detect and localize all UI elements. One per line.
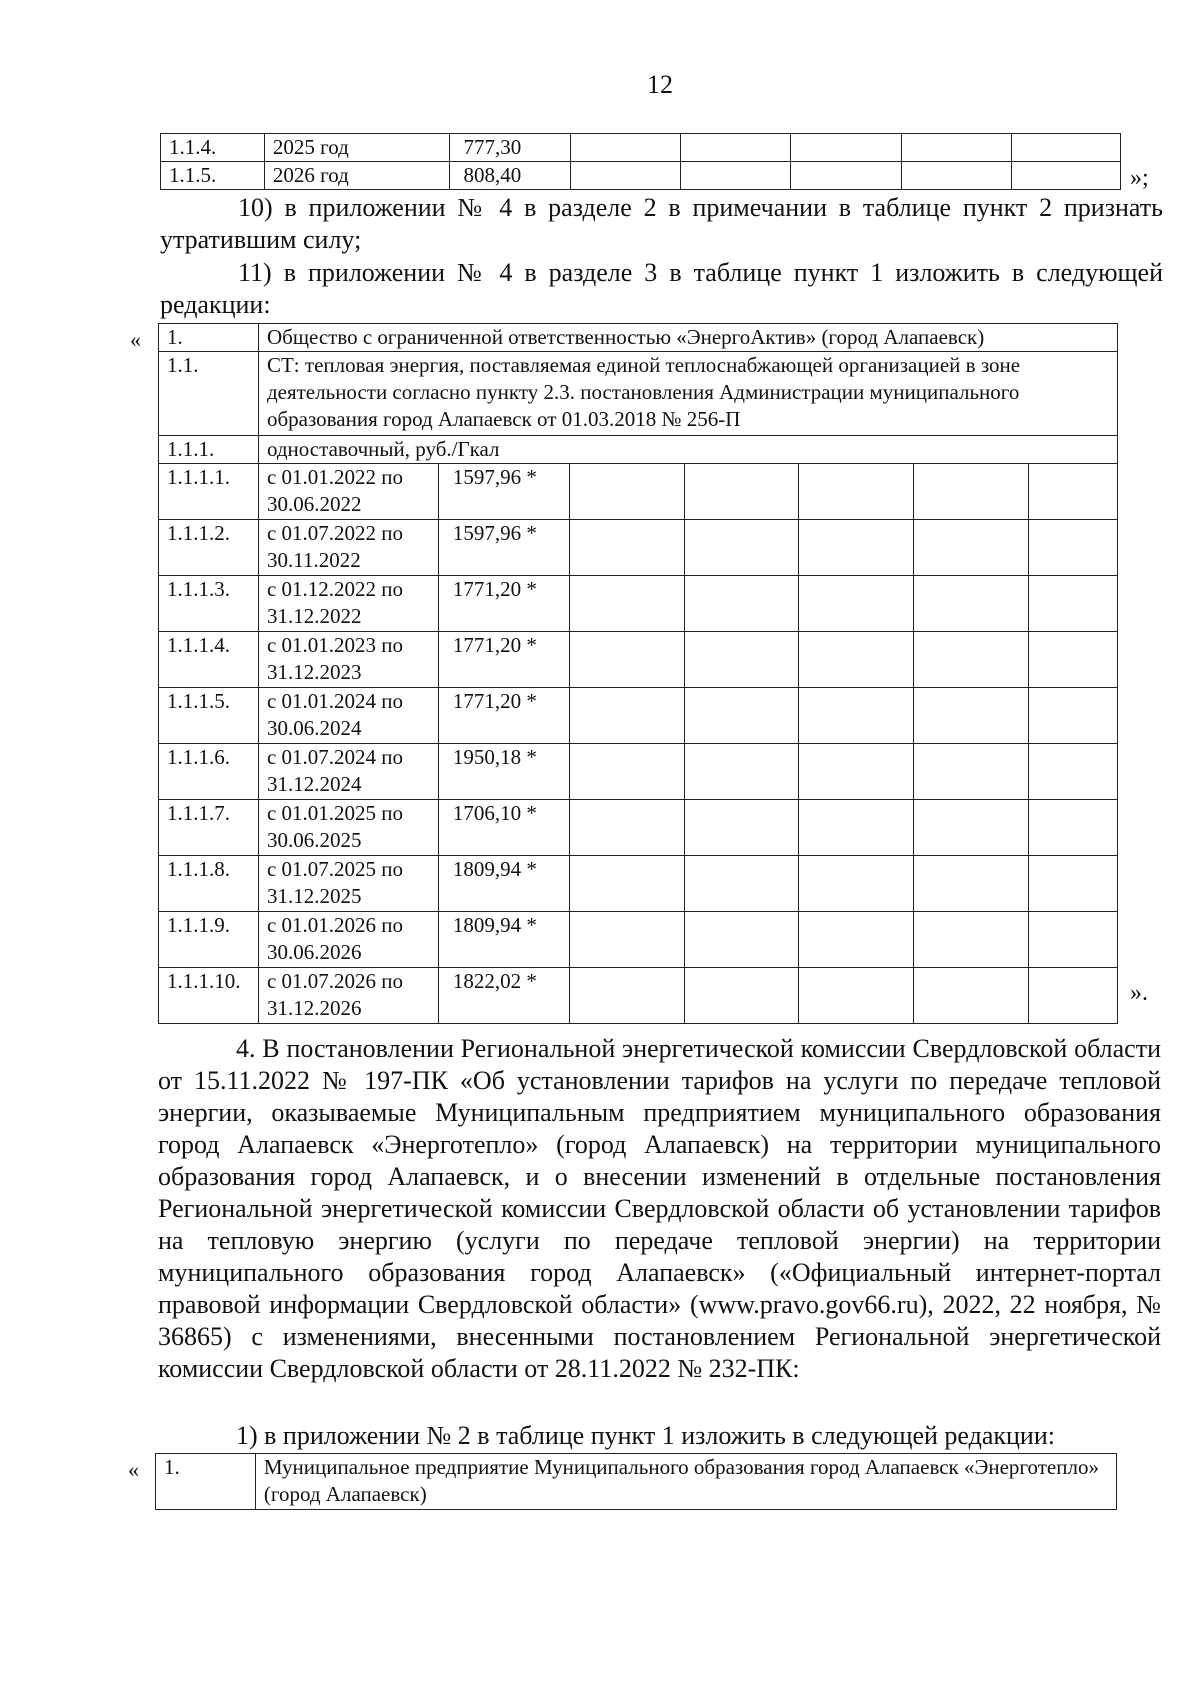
empty-cell — [684, 968, 799, 1024]
empty-cell — [914, 520, 1029, 576]
paragraph-section-4: 4. В постановлении Региональной энергетической комиссии Свердловской области от 15.11.2022 № 197-ПК «Об установлении тарифов на услуги по передаче тепловой энергии, оказываемые Муниципальным предприятием муниципального образования город Алапаевск «Энерготепло» (город Алапаевск) на территории муниципального образования город Алапаевск, и о внесении изменений в отдельные постановления Региональной энергетической комиссии Свердловской области об установлении тарифов на тепловую энергию (услуги по передаче тепловой энергии) на территории муниципального образования город Алапаевск» («Официальный интернет-портал правовой информации Свердловской области» (www.pravo.gov66.ru), 2022, 22 ноября, № 36865) с изменениями, внесенными постановлением Региональной энергетической комиссии Свердловской области от 28.11.2022 № 232-ПК: — [158, 1034, 1161, 1383]
row-value: 1771,20 * — [438, 688, 569, 744]
row-value: 1597,96 * — [438, 464, 569, 520]
row-number: 1.1.1.8. — [159, 856, 259, 912]
table-row — [161, 162, 1121, 190]
table-row-org — [159, 324, 1118, 352]
empty-cell — [799, 520, 914, 576]
table-row — [159, 632, 1118, 688]
empty-cell — [681, 162, 791, 190]
row-period: с 01.07.2024 по 31.12.2024 — [258, 744, 438, 800]
row-number: 1.1.1.5. — [159, 688, 259, 744]
empty-cell — [569, 464, 684, 520]
opening-quote-2: « — [128, 1457, 139, 1482]
empty-cell — [1029, 464, 1118, 520]
empty-cell — [1029, 744, 1118, 800]
rate-type: одноставочный, руб./Гкал — [258, 436, 1117, 464]
empty-cell — [681, 134, 791, 162]
row-value: 808,40 — [449, 162, 571, 190]
row-value: 1597,96 * — [438, 520, 569, 576]
row-period: с 01.01.2022 по 30.06.2022 — [258, 464, 438, 520]
table-row — [159, 464, 1118, 520]
table-row — [159, 856, 1118, 912]
row-value: 1771,20 * — [438, 632, 569, 688]
empty-cell — [569, 800, 684, 856]
opening-quote-1: « — [130, 327, 141, 352]
ct-description: СТ: тепловая энергия, поставляемая единой теплоснабжающей организацией в зоне деятельности согласно пункту 2.3. постановления Администрации муниципального образования город Алапаевск от 01.03.2018 № 256-П — [258, 352, 1117, 436]
empty-cell — [914, 744, 1029, 800]
table-row-rate — [159, 436, 1118, 464]
empty-cell — [684, 856, 799, 912]
empty-cell — [684, 576, 799, 632]
empty-cell — [684, 688, 799, 744]
table-row — [159, 744, 1118, 800]
empty-cell — [1029, 576, 1118, 632]
empty-cell — [684, 464, 799, 520]
row-period: с 01.01.2026 по 30.06.2026 — [258, 912, 438, 968]
empty-cell — [914, 912, 1029, 968]
table-row — [156, 1454, 1117, 1510]
empty-cell — [791, 134, 901, 162]
row-value: 1822,02 * — [438, 968, 569, 1024]
empty-cell — [684, 520, 799, 576]
empty-cell — [799, 968, 914, 1024]
org-number: 1. — [156, 1454, 256, 1510]
closing-quote-2: ». — [1130, 980, 1148, 1006]
table-row-ct — [159, 352, 1118, 436]
row-period: с 01.01.2024 по 30.06.2024 — [258, 688, 438, 744]
empty-cell — [799, 632, 914, 688]
org-number: 1. — [159, 324, 259, 352]
empty-cell — [914, 632, 1029, 688]
paragraph-item-11: 11) в приложении № 4 в разделе 3 в таблице пункт 1 изложить в следующей редакции: — [160, 258, 1163, 319]
empty-cell — [799, 744, 914, 800]
empty-cell — [1029, 800, 1118, 856]
empty-cell — [914, 968, 1029, 1024]
tariff-table-energoteplo — [155, 1453, 1117, 1510]
empty-cell — [569, 632, 684, 688]
row-number: 1.1.1.2. — [159, 520, 259, 576]
empty-cell — [799, 800, 914, 856]
row-period: с 01.01.2023 по 31.12.2023 — [258, 632, 438, 688]
empty-cell — [901, 134, 1011, 162]
row-period: с 01.07.2022 по 30.11.2022 — [258, 520, 438, 576]
empty-cell — [684, 632, 799, 688]
rate-number: 1.1.1. — [159, 436, 259, 464]
empty-cell — [799, 688, 914, 744]
empty-cell — [1011, 162, 1120, 190]
row-value: 1771,20 * — [438, 576, 569, 632]
tariff-table-energoaktiv — [158, 323, 1118, 1024]
empty-cell — [684, 800, 799, 856]
empty-cell — [799, 464, 914, 520]
empty-cell — [791, 162, 901, 190]
table-row — [159, 576, 1118, 632]
tariff-table-continuation — [160, 133, 1121, 190]
empty-cell — [1011, 134, 1120, 162]
row-number: 1.1.1.7. — [159, 800, 259, 856]
row-value: 1809,94 * — [438, 856, 569, 912]
empty-cell — [569, 744, 684, 800]
empty-cell — [799, 576, 914, 632]
empty-cell — [684, 912, 799, 968]
table-row — [159, 968, 1118, 1024]
empty-cell — [914, 856, 1029, 912]
empty-cell — [914, 688, 1029, 744]
empty-cell — [569, 856, 684, 912]
empty-cell — [914, 800, 1029, 856]
table-row — [159, 688, 1118, 744]
org-name: Общество с ограниченной ответственностью «ЭнергоАктив» (город Алапаевск) — [258, 324, 1117, 352]
empty-cell — [1029, 688, 1118, 744]
empty-cell — [571, 162, 681, 190]
empty-cell — [569, 520, 684, 576]
empty-cell — [799, 912, 914, 968]
row-period: с 01.01.2025 по 30.06.2025 — [258, 800, 438, 856]
table-row — [159, 800, 1118, 856]
paragraph-item-1: 1) в приложении № 2 в таблице пункт 1 изложить в следующей редакции: — [236, 1421, 1055, 1450]
empty-cell — [1029, 912, 1118, 968]
page-number: 12 — [647, 70, 673, 99]
row-number: 1.1.4. — [161, 134, 265, 162]
row-period: 2026 год — [264, 162, 449, 190]
ct-number: 1.1. — [159, 352, 259, 436]
row-number: 1.1.1.4. — [159, 632, 259, 688]
empty-cell — [569, 576, 684, 632]
row-value: 1706,10 * — [438, 800, 569, 856]
row-period: с 01.07.2026 по 31.12.2026 — [258, 968, 438, 1024]
row-value: 1950,18 * — [438, 744, 569, 800]
empty-cell — [684, 744, 799, 800]
table-row — [159, 912, 1118, 968]
empty-cell — [569, 912, 684, 968]
row-period: 2025 год — [264, 134, 449, 162]
empty-cell — [1029, 968, 1118, 1024]
org-name: Муниципальное предприятие Муниципального образования город Алапаевск «Энерготепло» (город Алапаевск) — [255, 1454, 1116, 1510]
empty-cell — [914, 464, 1029, 520]
empty-cell — [569, 688, 684, 744]
row-value: 777,30 — [449, 134, 571, 162]
empty-cell — [901, 162, 1011, 190]
row-number: 1.1.5. — [161, 162, 265, 190]
empty-cell — [799, 856, 914, 912]
closing-quote-1: »; — [1130, 165, 1149, 191]
row-value: 1809,94 * — [438, 912, 569, 968]
row-period: с 01.07.2025 по 31.12.2025 — [258, 856, 438, 912]
table-row — [161, 134, 1121, 162]
row-number: 1.1.1.9. — [159, 912, 259, 968]
row-number: 1.1.1.10. — [159, 968, 259, 1024]
empty-cell — [1029, 520, 1118, 576]
empty-cell — [569, 968, 684, 1024]
paragraph-item-10: 10) в приложении № 4 в разделе 2 в примечании в таблице пункт 2 признать утратившим силу; — [160, 193, 1163, 254]
table-row — [159, 520, 1118, 576]
empty-cell — [914, 576, 1029, 632]
row-number: 1.1.1.6. — [159, 744, 259, 800]
empty-cell — [571, 134, 681, 162]
empty-cell — [1029, 632, 1118, 688]
row-number: 1.1.1.1. — [159, 464, 259, 520]
row-number: 1.1.1.3. — [159, 576, 259, 632]
row-period: с 01.12.2022 по 31.12.2022 — [258, 576, 438, 632]
empty-cell — [1029, 856, 1118, 912]
